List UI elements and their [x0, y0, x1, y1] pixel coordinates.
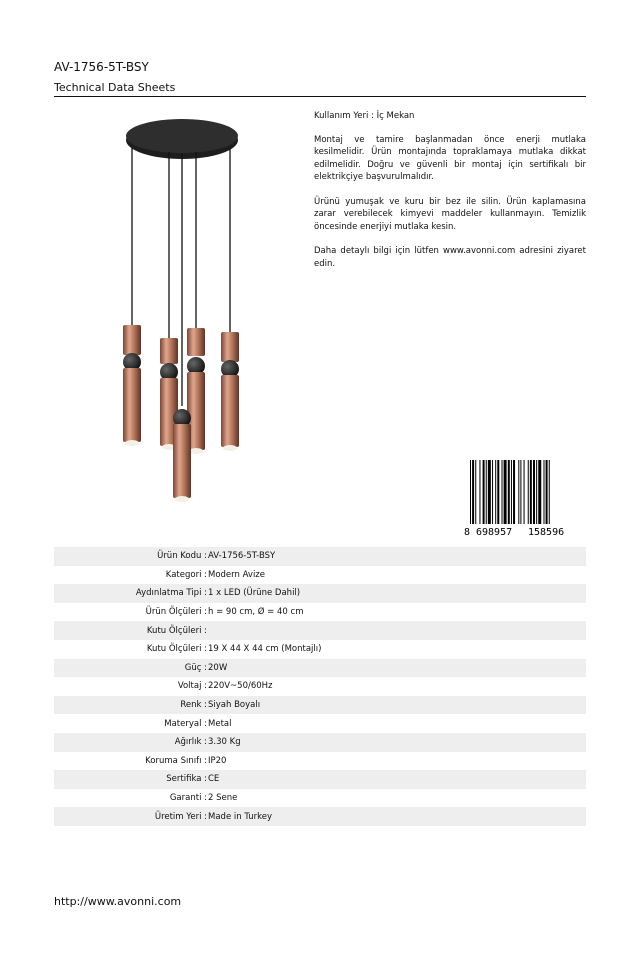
spec-label: Güç : [184, 662, 207, 673]
spec-row-product-dimensions [54, 603, 586, 622]
spec-row-power [54, 659, 586, 678]
barcode-bar [538, 460, 541, 524]
product-info [314, 110, 586, 282]
spec-label: Kutu Ölçüleri : [146, 644, 207, 655]
spec-label: Aydınlatma Tipi : [135, 588, 207, 599]
barcode-bar [511, 460, 512, 524]
spec-row-origin [54, 807, 586, 826]
barcode-bar [475, 460, 476, 524]
barcode-digits-left: 698957 [476, 527, 513, 538]
spec-value: Metal [208, 718, 232, 729]
spec-value: Modern Avize [208, 569, 265, 580]
spec-row-weight [54, 733, 586, 752]
spec-value: 1 x LED (Ürüne Dahil) [208, 588, 301, 599]
spec-row-category [54, 566, 586, 585]
barcode-bar [483, 460, 485, 524]
spec-value: 19 X 44 X 44 cm (Montajlı) [208, 644, 322, 655]
usage-label: Kullanım Yeri : [314, 111, 374, 121]
usage-location [314, 110, 586, 123]
barcode-bar [528, 460, 529, 524]
spec-label: Ürün Kodu : [157, 551, 207, 562]
spec-row-lighting-type [54, 584, 586, 603]
barcode-bar [546, 460, 548, 524]
spec-value: 2 Sene [208, 793, 238, 804]
barcode-bar [470, 460, 471, 524]
spec-label: Ağırlık : [174, 737, 207, 748]
spec-label: Voltaj : [177, 681, 207, 692]
spec-label: Renk : [180, 700, 207, 711]
barcode-bar [508, 460, 510, 524]
installation-warning: Montaj ve tamire başlanmadan önce enerji mutlaka kesilmelidir. Ürün montajında topraklamaya mutlaka dikkat edilmelidir. Doğru ve güvenli bir montaj için sertifikalı bir elektrikçiye başvurulmalıdır. [314, 134, 586, 182]
barcode-bar [492, 460, 493, 524]
spec-table [54, 547, 586, 826]
barcode-digits-right: 158596 [528, 527, 565, 538]
website-note: Daha detaylı bilgi için lütfen www.avonni.com adresini ziyaret edin. [314, 246, 586, 269]
spec-value: h = 90 cm, Ø = 40 cm [208, 607, 304, 618]
spec-row-protection-class [54, 752, 586, 771]
spec-value: CE [208, 774, 220, 785]
spec-label: Kategori : [165, 569, 207, 580]
barcode-bar [497, 460, 499, 524]
spec-row-material [54, 714, 586, 733]
spec-value: Made in Turkey [208, 811, 272, 822]
spec-value: 3.30 Kg [208, 737, 241, 748]
barcode-bar [479, 460, 480, 524]
barcode-image [462, 458, 586, 538]
spec-value: 220V~50/60Hz [208, 681, 273, 692]
spec-label: Garanti : [169, 793, 207, 804]
spec-row-certificate [54, 770, 586, 789]
barcode-bar [530, 460, 532, 524]
spec-value: Siyah Boyalı [208, 700, 261, 711]
spec-row-box-dimensions-empty [54, 621, 586, 640]
barcode-bar [536, 460, 537, 524]
spec-value: IP20 [208, 755, 227, 766]
spec-row-color [54, 696, 586, 715]
barcode-bar [520, 460, 521, 524]
spec-label: Materyal : [164, 718, 207, 729]
spec-label: Üretim Yeri : [154, 811, 207, 822]
spec-row-box-dimensions [54, 640, 586, 659]
spec-value: 20W [208, 662, 228, 673]
cleaning-instructions: Ürünü yumuşak ve kuru bir bez ile silin. Ürün kaplamasına zarar verebilecek kimyevi maddeler kullanmayın. Temizlik öncesinde enerjiyi mutlaka kesin. [314, 196, 586, 232]
spec-value: AV-1756-5T-BSY [208, 551, 276, 562]
usage-value: İç Mekan [376, 111, 415, 121]
spec-label: Koruma Sınıfı : [145, 755, 207, 766]
document-subtitle: Technical Data Sheets [54, 81, 176, 94]
website-link[interactable]: http://www.avonni.com [54, 895, 182, 908]
barcode-bar [486, 460, 487, 524]
spec-row-voltage [54, 677, 586, 696]
barcode-bars [470, 460, 550, 524]
barcode-bar [533, 460, 535, 524]
spec-row-warranty [54, 789, 586, 808]
barcode-bar [502, 460, 503, 524]
barcode-bar [518, 460, 519, 524]
barcode-bar [549, 460, 550, 524]
barcode-bar [488, 460, 491, 524]
spec-label: Ürün Ölçüleri : [145, 607, 207, 618]
spec-label: Kutu Ölçüleri : [146, 625, 207, 636]
spec-row-product-code [54, 547, 586, 566]
barcode-bar [524, 460, 525, 524]
pendant-lamp-image [104, 110, 254, 510]
barcode-digit-first: 8 [464, 527, 471, 538]
barcode-bar [504, 460, 507, 524]
spec-label: Sertifika : [166, 774, 207, 785]
barcode-bar [495, 460, 496, 524]
barcode-bar [513, 460, 515, 524]
barcode-bar [544, 460, 545, 524]
header-divider [54, 96, 586, 97]
barcode-bar [472, 460, 474, 524]
product-code-title: AV-1756-5T-BSY [54, 60, 149, 74]
